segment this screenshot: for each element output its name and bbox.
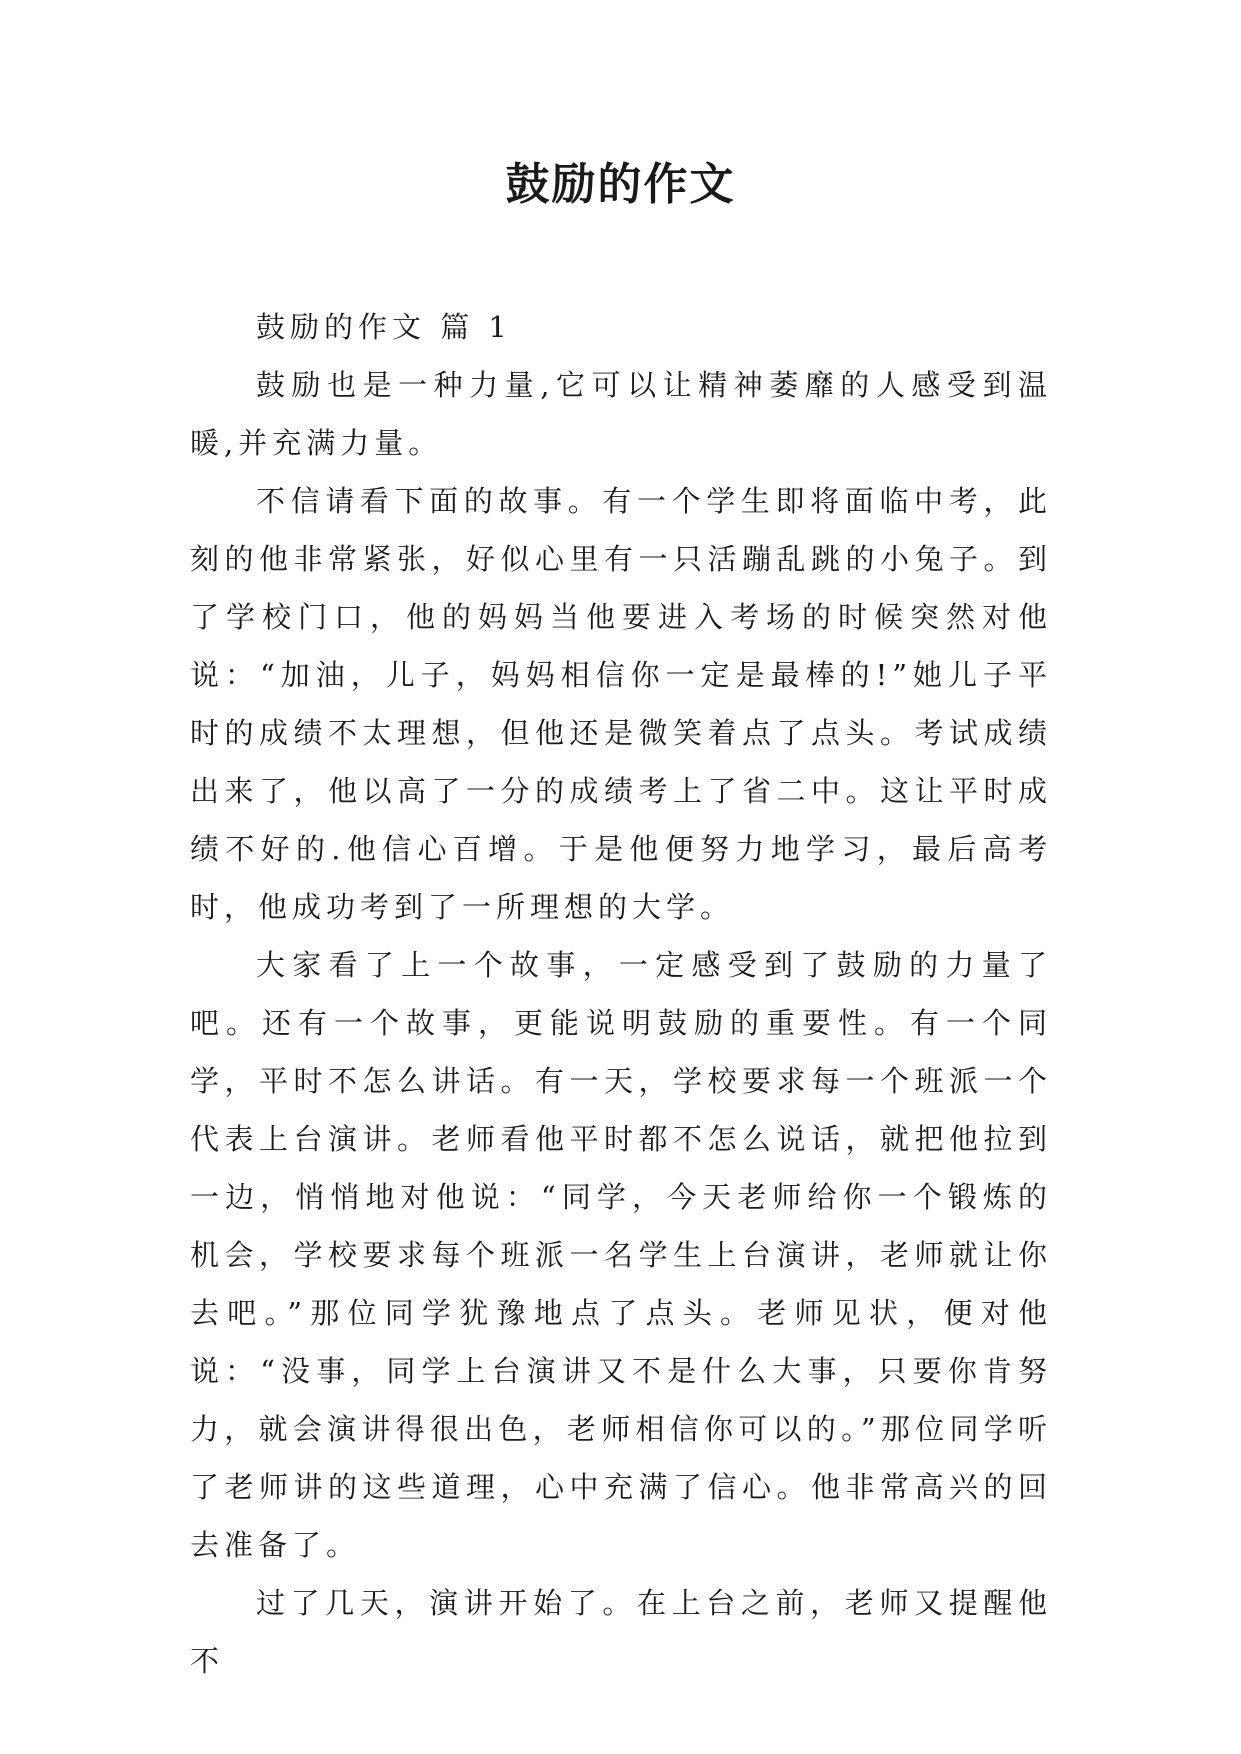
document-title: 鼓励的作文 [505, 159, 736, 210]
paragraph-2: 不信请看下面的故事。有一个学生即将面临中考，此刻的他非常紧张，好似心里有一只活蹦乱跳的小兔子。到了学校门口，他的妈妈当他要进入考场的时候突然对他说：“加油，儿子，妈妈相信你一定是最棒的!”她儿子平时的成绩不太理想，但他还是微笑着点了点头。考试成绩出来了，他以高了一分的成绩考上了省二中。这让平时成绩不好的.他信心百增。于是他便努力地学习，最后高考时，他成功考到了一所理想的大学。 [190, 484, 1052, 924]
section-heading: 鼓励的作文 篇 1 [256, 310, 512, 344]
paragraph-4: 过了几天，演讲开始了。在上台之前，老师又提醒他不 [190, 1586, 1052, 1678]
paragraph-3: 大家看了上一个故事，一定感受到了鼓励的力量了吧。还有一个故事，更能说明鼓励的重要性。有一个同学，平时不怎么讲话。有一天，学校要求每一个班派一个代表上台演讲。老师看他平时都不怎么说话，就把他拉到一边，悄悄地对他说：“同学，今天老师给你一个锻炼的机会，学校要求每个班派一名学生上台演讲，老师就让你去吧。”那位同学犹豫地点了点头。老师见状，便对他说：“没事，同学上台演讲又不是什么大事，只要你肯努力，就会演讲得很出色，老师相信你可以的。”那位同学听了老师讲的这些道理，心中充满了信心。他非常高兴的回去准备了。 [190, 948, 1052, 1562]
document-body [190, 298, 1052, 1690]
paragraph-1: 鼓励也是一种力量,它可以让精神萎靡的人感受到温暖,并充满力量。 [190, 368, 1052, 460]
